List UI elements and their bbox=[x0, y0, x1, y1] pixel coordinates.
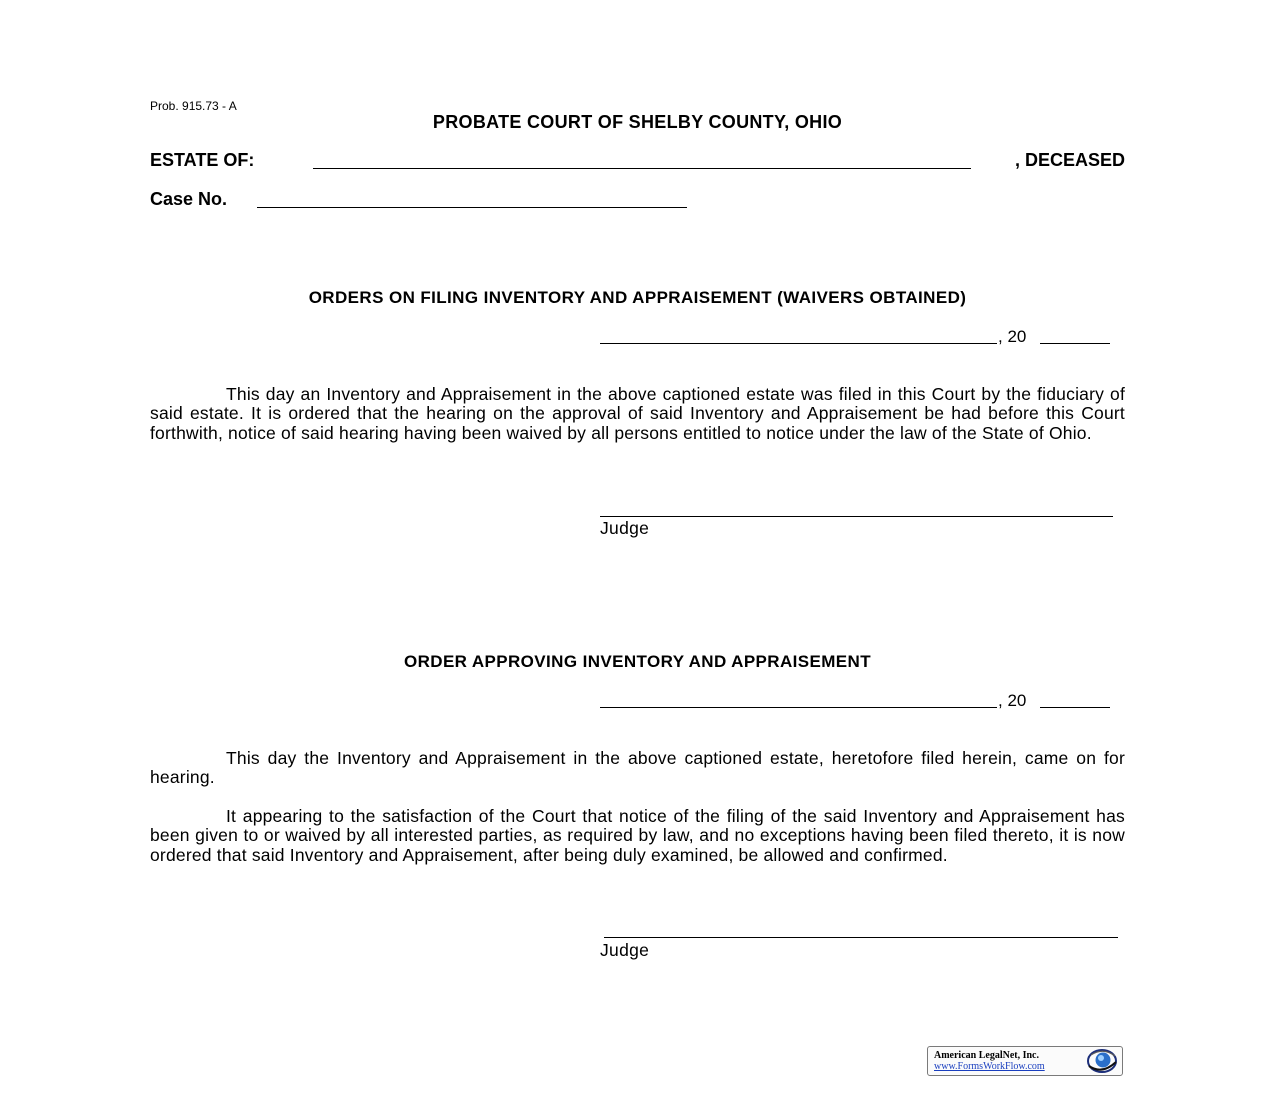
case-label: Case No. bbox=[150, 189, 228, 209]
section1-date-blank[interactable] bbox=[600, 343, 997, 344]
section1-paragraph: This day an Inventory and Appraisement in the above captioned estate was filed in this Court by the fiduciary of said estate. It is ordered that the hearing on the approval of said Inventory and Appraisement be had before this Court forthwith, notice of said hearing having been waived by all persons entitled to notice under the law of the State of Ohio. bbox=[150, 384, 1125, 443]
estate-name-blank[interactable] bbox=[313, 168, 971, 169]
section2-date-blank[interactable] bbox=[600, 707, 997, 708]
section2-year-blank[interactable] bbox=[1040, 707, 1110, 708]
section2-judge-signature-line[interactable] bbox=[604, 937, 1118, 938]
estate-line bbox=[150, 150, 1125, 174]
case-number-blank[interactable] bbox=[257, 207, 687, 208]
section1-judge-signature-line[interactable] bbox=[600, 516, 1113, 517]
estate-label: ESTATE OF: bbox=[150, 150, 255, 170]
case-line bbox=[150, 189, 227, 210]
section1-year-blank[interactable] bbox=[1040, 343, 1110, 344]
section1-year-prefix: , 20 bbox=[998, 327, 1027, 346]
form-id: Prob. 915.73 - A bbox=[150, 99, 237, 113]
section1-date-line bbox=[600, 327, 1110, 347]
section2-judge-label: Judge bbox=[600, 940, 650, 960]
section2-date-line bbox=[600, 691, 1110, 711]
section2-paragraph-2: It appearing to the satisfaction of the Court that notice of the filing of the said Inventory and Appraisement has been given to or waived by all interested parties, as required by law, and no exceptions having been filed thereto, it is now ordered that said Inventory and Appraisement, after being duly examined, be allowed and confirmed. bbox=[150, 806, 1125, 865]
section2-paragraph-1: This day the Inventory and Appraisement in the above captioned estate, heretofore filed herein, came on for hearing. bbox=[150, 748, 1125, 788]
court-title: PROBATE COURT OF SHELBY COUNTY, OHIO bbox=[432, 112, 843, 132]
section2-heading: ORDER APPROVING INVENTORY AND APPRAISEMENT bbox=[403, 652, 872, 671]
badge-company-name: American LegalNet, Inc. bbox=[934, 1050, 1039, 1061]
section1-heading: ORDERS ON FILING INVENTORY AND APPRAISEMENT (WAIVERS OBTAINED) bbox=[308, 288, 967, 307]
section1-judge-label: Judge bbox=[600, 518, 650, 538]
publisher-badge[interactable] bbox=[927, 1046, 1123, 1076]
section2-year-prefix: , 20 bbox=[998, 691, 1027, 710]
badge-url-link[interactable]: www.FormsWorkFlow.com bbox=[934, 1061, 1045, 1072]
estate-suffix: , DECEASED bbox=[1014, 150, 1125, 170]
globe-swoosh-icon bbox=[1085, 1048, 1119, 1074]
